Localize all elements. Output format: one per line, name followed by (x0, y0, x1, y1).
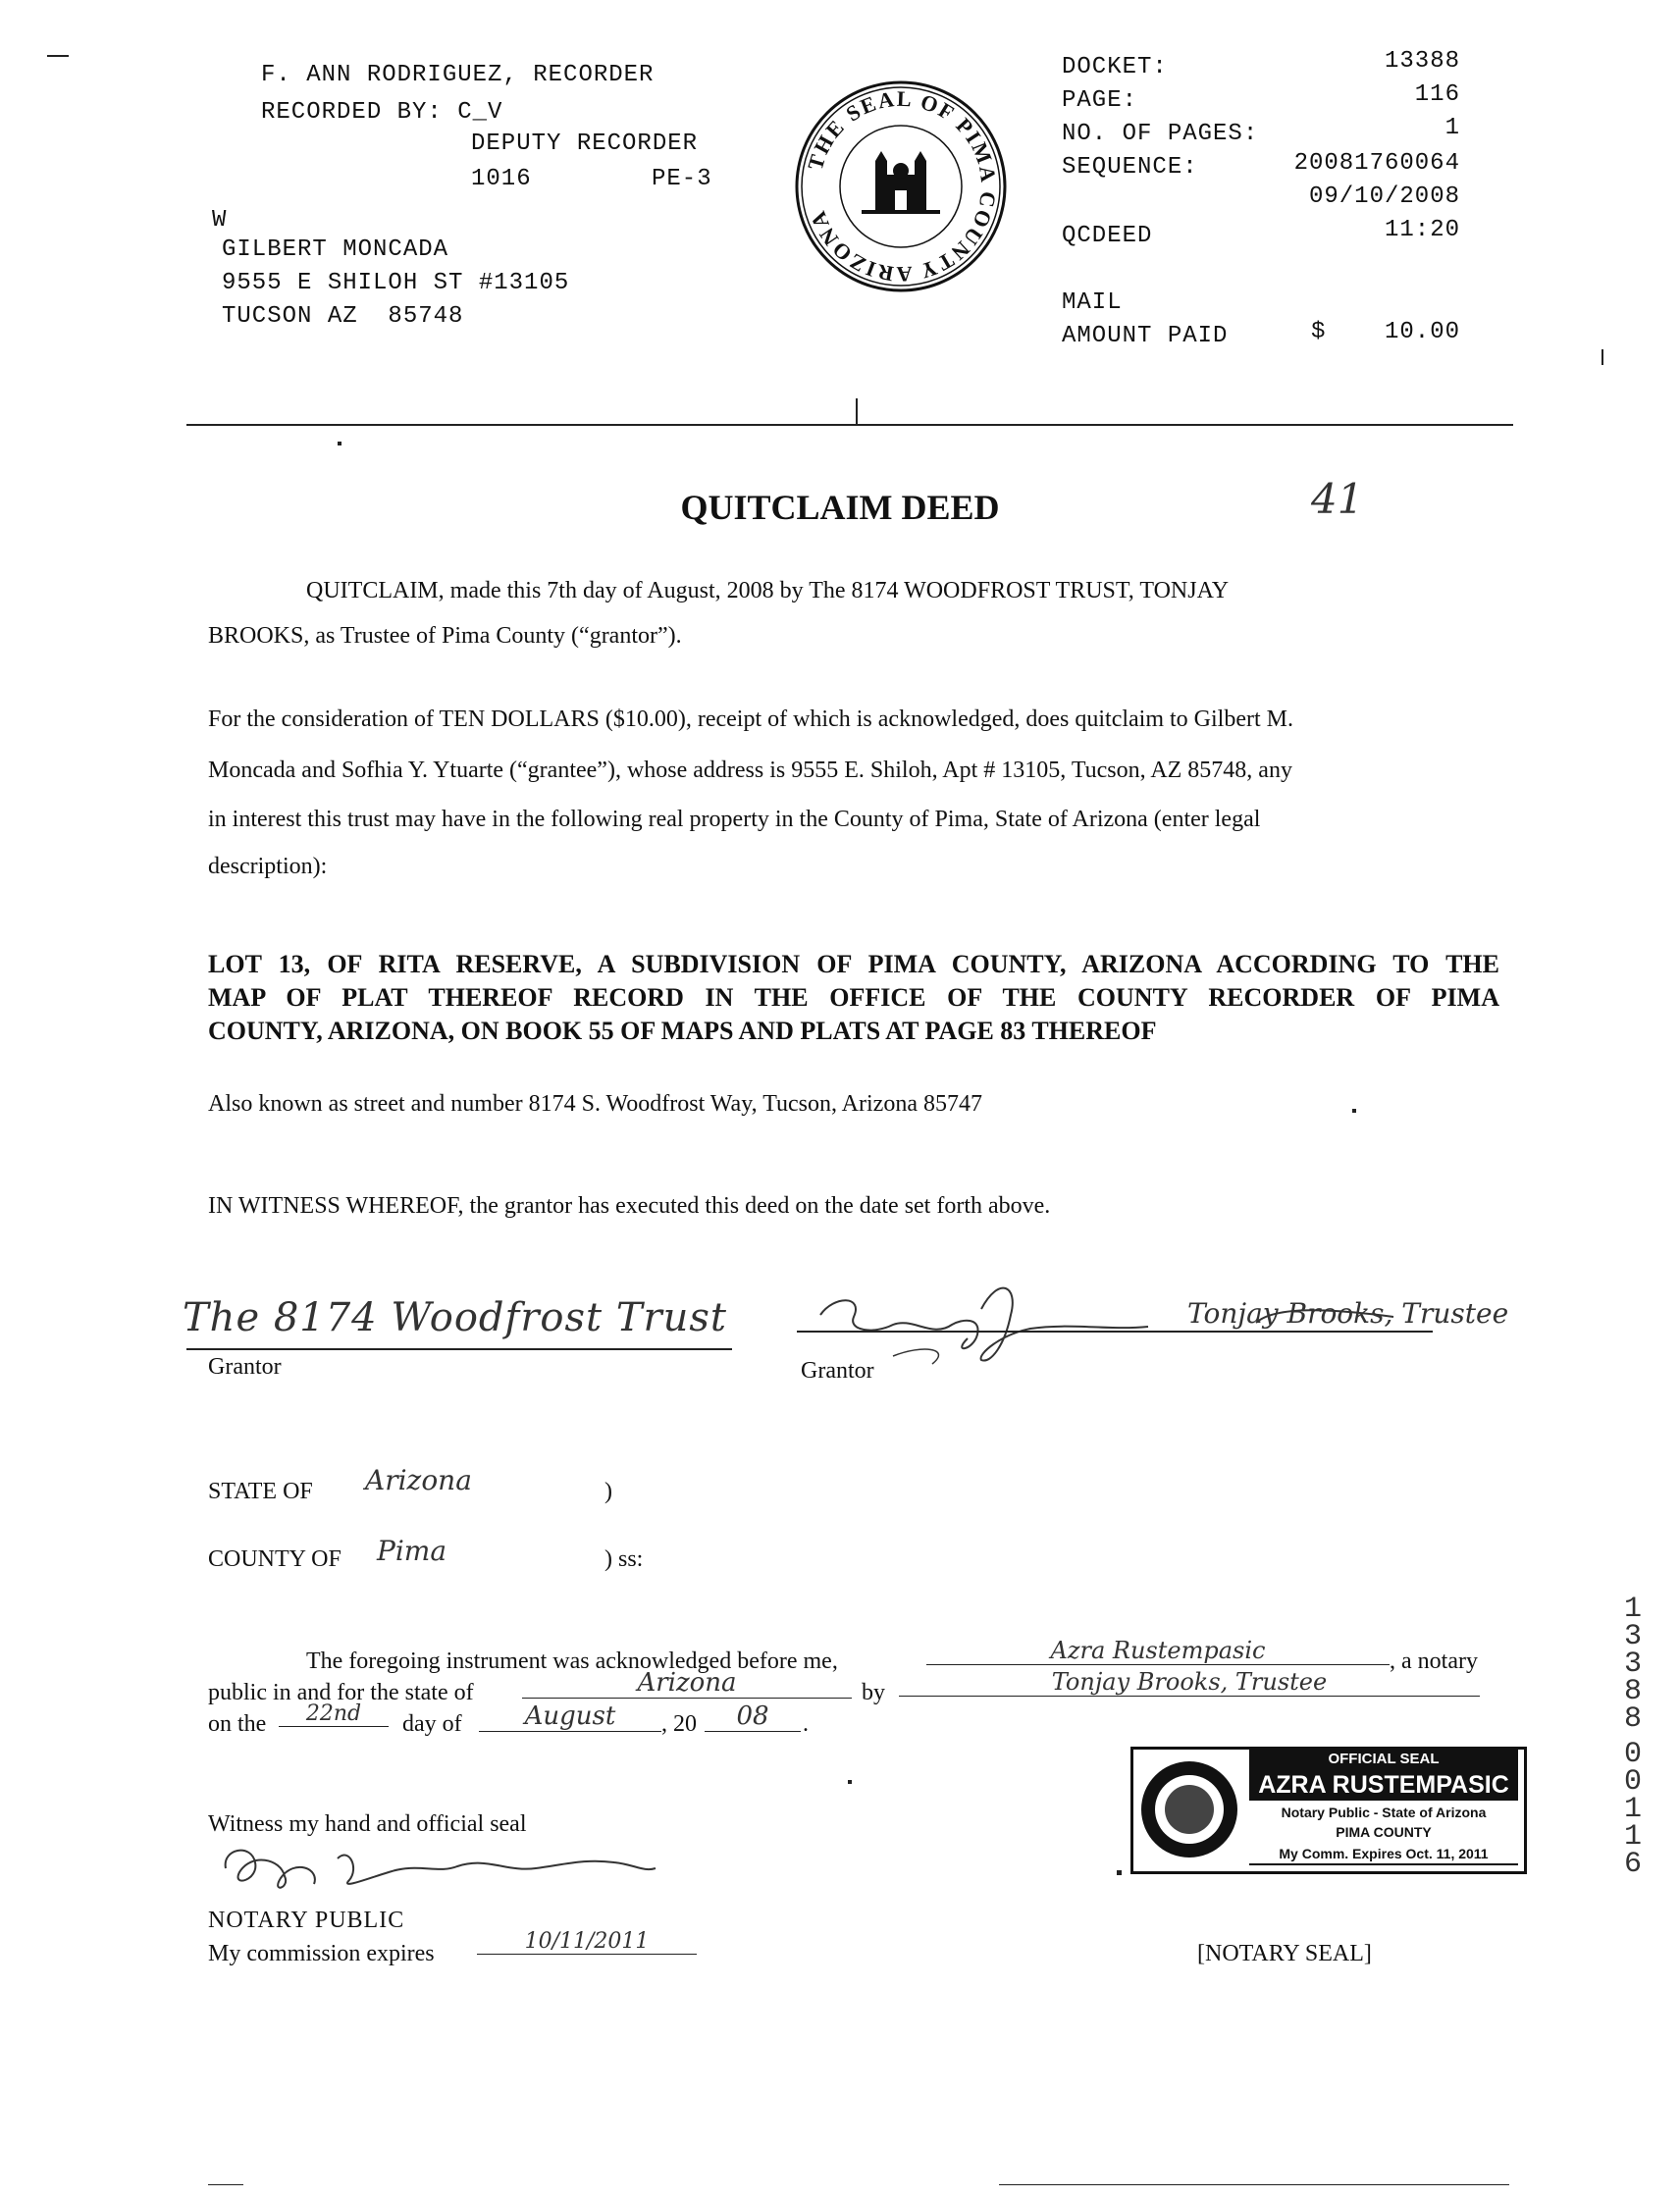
docket-value: 13388 (1384, 48, 1460, 75)
para2-line3: in interest this trust may have in the following real property in the County of Pima, State of Arizona (enter legal (208, 807, 1261, 832)
addressee-name: GILBERT MONCADA (222, 236, 449, 263)
ack-on-the: on the (208, 1711, 267, 1737)
grantor2-signature-line (797, 1331, 1433, 1333)
legal-description-line1: LOT 13, OF RITA RESERVE, A SUBDIVISION OF PIMA COUNTY, ARIZONA ACCORDING TO THE (208, 950, 1499, 978)
ack-year-prefix: , 20 (661, 1711, 697, 1737)
stamp-line-3: My Comm. Expires Oct. 11, 2011 (1249, 1844, 1518, 1865)
state-handwritten: Arizona (365, 1464, 472, 1496)
ack-text-2: , a notary (1390, 1648, 1478, 1674)
para2-line2: Moncada and Sofhia Y. Ytuarte (“grantee”), whose address is 9555 E. Shiloh, Apt # 13105, Tucson, AZ 85748, any (208, 758, 1292, 783)
ack-year: 08 (705, 1701, 801, 1732)
mail-label: MAIL (1062, 289, 1123, 316)
recorder-code-1: 1016 (471, 166, 532, 192)
scan-artifact (208, 2184, 243, 2185)
side-docket-number (1619, 1593, 1647, 1881)
side-page-digits: 00116 (1623, 1738, 1642, 1881)
legal-description-line2: MAP OF PLAT THEREOF RECORD IN THE OFFICE OF THE COUNTY RECORDER OF PIMA (208, 983, 1499, 1012)
ack-by-label: by (862, 1680, 885, 1705)
pima-county-seal (793, 78, 1009, 294)
county-label: COUNTY OF (208, 1546, 341, 1572)
ack-day-of: day of (402, 1711, 462, 1737)
header-divider (186, 424, 1513, 426)
grantor2-signature: Tonjay Brooks, Trustee (1187, 1297, 1509, 1330)
addressee-city: TUCSON AZ 85748 (222, 303, 464, 330)
ack-notary-name: Azra Rustempasic (926, 1637, 1390, 1665)
page-label: PAGE: (1062, 87, 1138, 114)
scan-artifact (999, 2184, 1509, 2185)
page-value: 116 (1414, 81, 1460, 108)
stamp-line-1: Notary Public - State of Arizona (1281, 1805, 1487, 1820)
page-title: QUITCLAIM DEED (680, 488, 1000, 527)
side-docket-digits: 13388 (1623, 1593, 1642, 1736)
para2-line4: description): (208, 854, 328, 879)
stamp-header: OFFICIAL SEAL (1249, 1750, 1518, 1769)
recorder-name: F. ANN RODRIGUEZ, RECORDER (261, 62, 655, 88)
para1-line1: QUITCLAIM, made this 7th day of August, 2008 by The 8174 WOODFROST TRUST, TONJAY (306, 578, 1230, 603)
dot-mark (848, 1780, 852, 1784)
sequence-value: 20081760064 (1293, 150, 1460, 177)
w-mark: W (212, 207, 228, 234)
stamp-notary-name: AZRA RUSTEMPASIC (1249, 1769, 1518, 1801)
stamp-line-2: PIMA COUNTY (1336, 1824, 1432, 1840)
scan-artifact (47, 55, 69, 57)
document-type: QCDEED (1062, 223, 1153, 249)
notary-seal-caption: [NOTARY SEAL] (1197, 1941, 1372, 1966)
recorder-code-2: PE-3 (652, 166, 712, 192)
para2-line1: For the consideration of TEN DOLLARS ($10.00), receipt of which is acknowledged, does quitclaim to Gilbert M. (208, 706, 1293, 732)
record-time: 11:20 (1384, 217, 1460, 243)
handwritten-number: 41 (1311, 475, 1364, 523)
currency-symbol: $ (1311, 319, 1327, 345)
para1-line2: BROOKS, as Trustee of Pima County (“grantor”). (208, 623, 682, 649)
record-date: 09/10/2008 (1308, 183, 1460, 210)
header-divider-tick (856, 398, 858, 426)
ack-end: . (803, 1711, 809, 1737)
notary-official-stamp (1130, 1747, 1527, 1874)
scan-artifact (1601, 349, 1603, 365)
state-label: STATE OF (208, 1479, 313, 1504)
pages-label: NO. OF PAGES: (1062, 121, 1259, 147)
notary-stamp-emblem (1141, 1761, 1237, 1858)
commission-label: My commission expires (208, 1941, 435, 1966)
ack-month: August (479, 1701, 661, 1732)
state-paren: ) (604, 1479, 612, 1504)
also-known-as: Also known as street and number 8174 S. Woodfrost Way, Tucson, Arizona 85747 (208, 1091, 982, 1117)
dot-mark (338, 442, 341, 445)
sequence-label: SEQUENCE: (1062, 154, 1198, 181)
docket-label: DOCKET: (1062, 54, 1168, 80)
ack-text-3: public in and for the state of (208, 1680, 474, 1705)
amount-value: 10.00 (1384, 319, 1460, 345)
legal-description-line3: COUNTY, ARIZONA, ON BOOK 55 OF MAPS AND PLATS AT PAGE 83 THEREOF (208, 1017, 1157, 1045)
county-paren: ) ss: (604, 1546, 644, 1572)
ack-text-1: The foregoing instrument was acknowledged before me, (306, 1648, 838, 1674)
ack-state: Arizona (522, 1668, 852, 1699)
witness-clause: IN WITNESS WHEREOF, the grantor has executed this deed on the date set forth above. (208, 1193, 1051, 1219)
grantor1-signature: The 8174 Woodfrost Trust (183, 1295, 727, 1340)
notary-signature-scribble (212, 1829, 663, 1898)
witness-seal-line: Witness my hand and official seal (208, 1811, 527, 1837)
grantor2-label: Grantor (801, 1358, 874, 1384)
ack-by-value: Tonjay Brooks, Trustee (899, 1668, 1480, 1697)
notary-public-label: NOTARY PUBLIC (208, 1908, 405, 1933)
dot-mark (1117, 1870, 1122, 1875)
dot-mark (1352, 1109, 1356, 1113)
deputy-recorder: DEPUTY RECORDER (471, 131, 699, 157)
commission-value: 10/11/2011 (477, 1929, 697, 1955)
ack-day: 22nd (279, 1701, 389, 1727)
pages-value: 1 (1444, 115, 1460, 141)
county-handwritten: Pima (377, 1535, 447, 1567)
amount-label: AMOUNT PAID (1062, 323, 1229, 349)
seal-text: THE SEAL OF PIMA COUNTY ARIZONA (802, 85, 1002, 288)
addressee-street: 9555 E SHILOH ST #13105 (222, 270, 570, 296)
grantor1-label: Grantor (208, 1354, 282, 1380)
recorded-by: RECORDED BY: C_V (261, 99, 503, 126)
